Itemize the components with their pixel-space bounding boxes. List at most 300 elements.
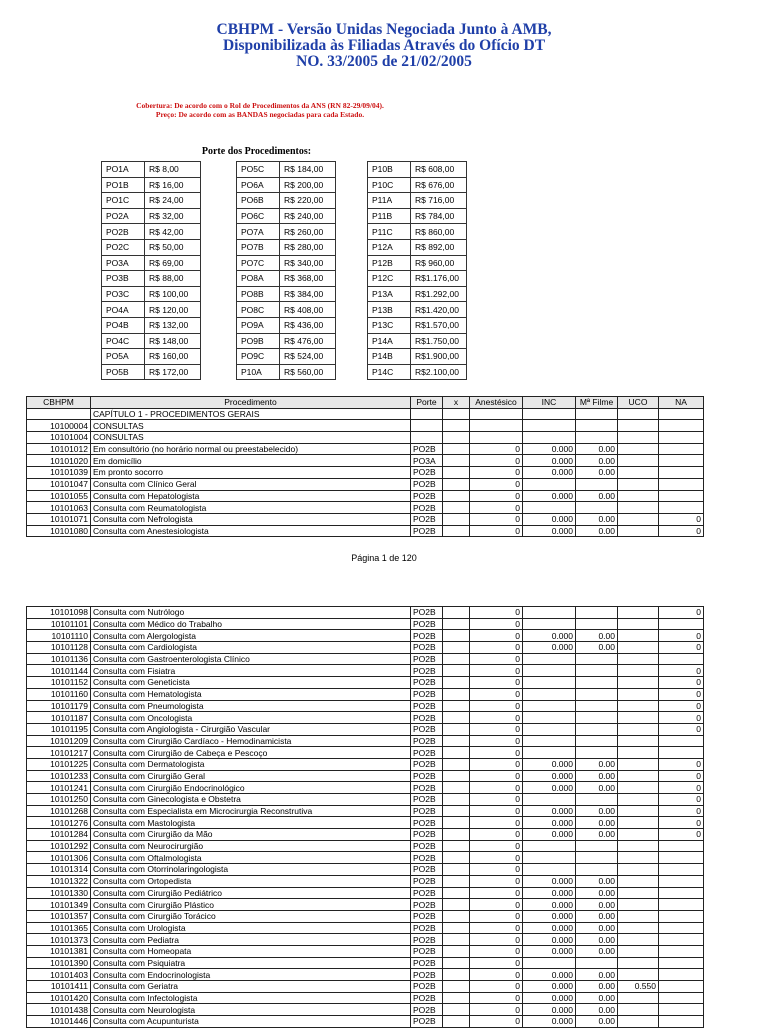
porte-value: R$ 560,00 — [280, 364, 336, 380]
anestesico-cell: 0 — [470, 443, 523, 455]
table-row — [27, 758, 704, 770]
na-cell — [659, 992, 704, 1004]
cbhpm-code: 10101047 — [27, 478, 91, 490]
porte-row — [102, 162, 201, 178]
uco-cell — [618, 432, 659, 444]
anestesico-cell: 0 — [470, 467, 523, 479]
porte-cell: PO2B — [411, 1016, 443, 1028]
anestesico-cell: 0 — [470, 747, 523, 759]
filme-cell: 0.00 — [576, 642, 618, 654]
porte-row — [237, 364, 336, 380]
porte-cell: PO2B — [411, 642, 443, 654]
table-row — [27, 887, 704, 899]
inc-cell — [523, 794, 576, 806]
anestesico-cell: 0 — [470, 712, 523, 724]
porte-row — [368, 349, 467, 365]
porte-code: PO2B — [102, 224, 145, 240]
cbhpm-code: 10101063 — [27, 502, 91, 514]
x-cell — [443, 910, 470, 922]
porte-value: R$ 172,00 — [145, 364, 201, 380]
porte-cell — [411, 420, 443, 432]
porte-value: R$ 384,00 — [280, 286, 336, 302]
porte-cell: PO2B — [411, 677, 443, 689]
procedure-name: Em domicílio — [91, 455, 411, 467]
table-row — [27, 805, 704, 817]
filme-cell: 0.00 — [576, 758, 618, 770]
porte-cell: PO2B — [411, 945, 443, 957]
x-cell — [443, 770, 470, 782]
procedure-name: Consulta com Gastroenterologista Clínico — [91, 653, 411, 665]
procedure-name: Consulta com Especialista em Microcirurgia Reconstrutiva — [91, 805, 411, 817]
table-row — [27, 408, 704, 420]
porte-value: R$ 368,00 — [280, 271, 336, 287]
filme-cell — [576, 794, 618, 806]
x-cell — [443, 875, 470, 887]
porte-row — [237, 177, 336, 193]
uco-cell — [618, 829, 659, 841]
na-cell — [659, 945, 704, 957]
porte-row — [368, 302, 467, 318]
procedure-name: Consulta com Médico do Trabalho — [91, 618, 411, 630]
filme-cell — [576, 864, 618, 876]
procedure-name: Consulta com Acupunturista — [91, 1016, 411, 1028]
procedure-name: Consulta com Cirurgião Endocrinológico — [91, 782, 411, 794]
cbhpm-code: 10101209 — [27, 735, 91, 747]
uco-cell — [618, 502, 659, 514]
porte-cell: PO2B — [411, 502, 443, 514]
procedure-name: CAPÍTULO 1 - PROCEDIMENTOS GERAIS — [91, 408, 411, 420]
title-line: Disponibilizada às Filiadas Através do Ofício DT — [222, 37, 546, 54]
anestesico-cell: 0 — [470, 688, 523, 700]
procedure-name: Consulta com Geneticista — [91, 677, 411, 689]
porte-value: R$ 676,00 — [411, 177, 467, 193]
uco-cell — [618, 864, 659, 876]
uco-cell — [618, 618, 659, 630]
cbhpm-code: 10101144 — [27, 665, 91, 677]
x-cell — [443, 642, 470, 654]
porte-code: P13C — [368, 317, 411, 333]
table-row — [27, 712, 704, 724]
procedure-name: CONSULTAS — [91, 432, 411, 444]
inc-cell — [523, 852, 576, 864]
cbhpm-code: 10101080 — [27, 525, 91, 537]
na-cell: 0 — [659, 723, 704, 735]
cbhpm-code: 10101381 — [27, 945, 91, 957]
na-cell: 0 — [659, 688, 704, 700]
anestesico-cell: 0 — [470, 782, 523, 794]
procedure-name: Consulta com Neurocirurgião — [91, 840, 411, 852]
porte-cell: PO2B — [411, 805, 443, 817]
na-cell — [659, 502, 704, 514]
porte-cell: PO2B — [411, 981, 443, 993]
porte-cell: PO2B — [411, 887, 443, 899]
porte-table — [236, 161, 336, 380]
porte-row — [237, 255, 336, 271]
procedure-name: Em consultório (no horário normal ou preestabelecido) — [91, 443, 411, 455]
porte-table — [367, 161, 467, 380]
procedure-name: Consulta com Clínico Geral — [91, 478, 411, 490]
porte-value: R$1.420,00 — [411, 302, 467, 318]
porte-row — [237, 193, 336, 209]
porte-row — [237, 302, 336, 318]
inc-cell: 0.000 — [523, 1016, 576, 1028]
procedure-name: Consulta com Cirurgião Pediátrico — [91, 887, 411, 899]
na-cell — [659, 899, 704, 911]
procedure-name: Consulta com Psiquiatra — [91, 957, 411, 969]
procedure-name: Consulta com Ginecologista e Obstetra — [91, 794, 411, 806]
na-cell — [659, 875, 704, 887]
porte-code: PO9B — [237, 333, 280, 349]
procedure-name: Consulta com Urologista — [91, 922, 411, 934]
procedures-table-continued — [26, 606, 704, 1028]
inc-cell: 0.000 — [523, 945, 576, 957]
porte-cell: PO2B — [411, 969, 443, 981]
procedure-name: Consulta com Cirurgião Torácico — [91, 910, 411, 922]
porte-value: R$ 476,00 — [280, 333, 336, 349]
na-cell — [659, 957, 704, 969]
porte-cell: PO2B — [411, 840, 443, 852]
filme-cell: 0.00 — [576, 875, 618, 887]
anestesico-cell: 0 — [470, 922, 523, 934]
inc-cell — [523, 618, 576, 630]
na-cell — [659, 618, 704, 630]
porte-code: PO4B — [102, 317, 145, 333]
procedure-name: Consulta com Hepatologista — [91, 490, 411, 502]
filme-cell: 0.00 — [576, 490, 618, 502]
x-cell — [443, 665, 470, 677]
anestesico-cell: 0 — [470, 945, 523, 957]
cbhpm-code: 10101136 — [27, 653, 91, 665]
na-cell — [659, 490, 704, 502]
na-cell — [659, 432, 704, 444]
porte-cell: PO2B — [411, 922, 443, 934]
porte-code: PO3B — [102, 271, 145, 287]
cbhpm-code: 10101020 — [27, 455, 91, 467]
inc-cell: 0.000 — [523, 455, 576, 467]
uco-cell — [618, 1016, 659, 1028]
porte-cell: PO2B — [411, 758, 443, 770]
table-row — [27, 443, 704, 455]
porte-code: PO7A — [237, 224, 280, 240]
na-cell — [659, 1004, 704, 1016]
table-row — [27, 782, 704, 794]
filme-cell — [576, 607, 618, 619]
anestesico-cell: 0 — [470, 910, 523, 922]
porte-value: R$ 280,00 — [280, 239, 336, 255]
filme-cell: 0.00 — [576, 829, 618, 841]
x-cell — [443, 747, 470, 759]
inc-cell — [523, 432, 576, 444]
table-row — [27, 688, 704, 700]
uco-cell — [618, 805, 659, 817]
inc-cell — [523, 653, 576, 665]
x-cell — [443, 490, 470, 502]
porte-row — [368, 317, 467, 333]
cbhpm-code: 10101098 — [27, 607, 91, 619]
na-cell: 0 — [659, 630, 704, 642]
column-header: x — [443, 397, 470, 409]
x-cell — [443, 467, 470, 479]
uco-cell — [618, 852, 659, 864]
uco-cell — [618, 992, 659, 1004]
table-row — [27, 735, 704, 747]
porte-value: R$ 50,00 — [145, 239, 201, 255]
inc-cell: 0.000 — [523, 910, 576, 922]
inc-cell — [523, 677, 576, 689]
anestesico-cell: 0 — [470, 665, 523, 677]
porte-value: R$ 892,00 — [411, 239, 467, 255]
porte-code: PO2C — [102, 239, 145, 255]
uco-cell — [618, 957, 659, 969]
anestesico-cell: 0 — [470, 887, 523, 899]
cbhpm-code: 10101403 — [27, 969, 91, 981]
porte-value: R$ 16,00 — [145, 177, 201, 193]
x-cell — [443, 513, 470, 525]
na-cell — [659, 852, 704, 864]
anestesico-cell: 0 — [470, 805, 523, 817]
table-row — [27, 723, 704, 735]
procedure-name: Consulta com Dermatologista — [91, 758, 411, 770]
uco-cell — [618, 455, 659, 467]
porte-code: P13A — [368, 286, 411, 302]
filme-cell: 0.00 — [576, 992, 618, 1004]
anestesico-cell: 0 — [470, 758, 523, 770]
table-row — [27, 642, 704, 654]
porte-cell: PO2B — [411, 770, 443, 782]
na-cell: 0 — [659, 770, 704, 782]
inc-cell: 0.000 — [523, 875, 576, 887]
procedure-name: Consulta com Cirurgião da Mão — [91, 829, 411, 841]
anestesico-cell — [470, 408, 523, 420]
column-header: Mª Filme — [576, 397, 618, 409]
x-cell — [443, 1004, 470, 1016]
filme-cell: 0.00 — [576, 782, 618, 794]
table-row — [27, 700, 704, 712]
na-cell: 0 — [659, 817, 704, 829]
porte-row — [368, 162, 467, 178]
procedure-name: Consulta com Nefrologista — [91, 513, 411, 525]
porte-value: R$ 32,00 — [145, 208, 201, 224]
anestesico-cell — [470, 432, 523, 444]
x-cell — [443, 782, 470, 794]
table-row — [27, 420, 704, 432]
uco-cell — [618, 408, 659, 420]
inc-cell: 0.000 — [523, 887, 576, 899]
porte-value: R$1.750,00 — [411, 333, 467, 349]
na-cell — [659, 478, 704, 490]
table-row — [27, 630, 704, 642]
x-cell — [443, 408, 470, 420]
uco-cell — [618, 642, 659, 654]
cbhpm-code: 10101004 — [27, 432, 91, 444]
table-row — [27, 467, 704, 479]
table-row — [27, 525, 704, 537]
porte-code: PO5A — [102, 349, 145, 365]
filme-cell — [576, 723, 618, 735]
cbhpm-code: 10101241 — [27, 782, 91, 794]
filme-cell: 0.00 — [576, 467, 618, 479]
inc-cell: 0.000 — [523, 782, 576, 794]
cbhpm-code: 10101306 — [27, 852, 91, 864]
porte-cell: PO2B — [411, 513, 443, 525]
anestesico-cell: 0 — [470, 770, 523, 782]
porte-cell: PO2B — [411, 630, 443, 642]
table-row — [27, 957, 704, 969]
uco-cell — [618, 1004, 659, 1016]
na-cell — [659, 467, 704, 479]
porte-cell — [411, 408, 443, 420]
inc-cell: 0.000 — [523, 525, 576, 537]
coverage-note: Cobertura: De acordo com o Rol de Procedimentos da ANS (RN 82-29/09/04). — [136, 101, 384, 110]
x-cell — [443, 899, 470, 911]
x-cell — [443, 653, 470, 665]
table-row — [27, 875, 704, 887]
cbhpm-code: 10101128 — [27, 642, 91, 654]
filme-cell — [576, 677, 618, 689]
x-cell — [443, 864, 470, 876]
anestesico-cell: 0 — [470, 478, 523, 490]
uco-cell — [618, 770, 659, 782]
porte-row — [237, 224, 336, 240]
procedure-name: Consulta com Pneumologista — [91, 700, 411, 712]
porte-cell: PO2B — [411, 829, 443, 841]
porte-cell: PO2B — [411, 467, 443, 479]
cbhpm-code: 10101225 — [27, 758, 91, 770]
porte-table — [101, 161, 201, 380]
procedure-name: Consulta com Nutrólogo — [91, 607, 411, 619]
porte-row — [237, 286, 336, 302]
uco-cell — [618, 513, 659, 525]
filme-cell: 0.00 — [576, 1004, 618, 1016]
x-cell — [443, 618, 470, 630]
uco-cell — [618, 934, 659, 946]
uco-cell — [618, 653, 659, 665]
porte-value: R$ 42,00 — [145, 224, 201, 240]
table-row — [27, 618, 704, 630]
porte-title: Porte dos Procedimentos: — [201, 146, 312, 157]
table-row — [27, 945, 704, 957]
anestesico-cell: 0 — [470, 840, 523, 852]
inc-cell: 0.000 — [523, 490, 576, 502]
anestesico-cell: 0 — [470, 957, 523, 969]
x-cell — [443, 735, 470, 747]
uco-cell — [618, 758, 659, 770]
porte-code: P10B — [368, 162, 411, 178]
price-note: Preço: De acordo com as BANDAS negociadas para cada Estado. — [155, 110, 365, 119]
filme-cell: 0.00 — [576, 455, 618, 467]
table-row — [27, 981, 704, 993]
procedure-name: Consulta com Cirurgião de Cabeça e Pescoço — [91, 747, 411, 759]
uco-cell — [618, 794, 659, 806]
porte-cell: PO2B — [411, 817, 443, 829]
cbhpm-code: 10101071 — [27, 513, 91, 525]
inc-cell: 0.000 — [523, 817, 576, 829]
porte-code: P10C — [368, 177, 411, 193]
na-cell: 0 — [659, 794, 704, 806]
procedure-name: Consulta com Angiologista - Cirurgião Vascular — [91, 723, 411, 735]
filme-cell — [576, 700, 618, 712]
cbhpm-code: 10101187 — [27, 712, 91, 724]
table-row — [27, 432, 704, 444]
filme-cell: 0.00 — [576, 770, 618, 782]
na-cell: 0 — [659, 525, 704, 537]
porte-value: R$ 408,00 — [280, 302, 336, 318]
x-cell — [443, 805, 470, 817]
porte-row — [368, 286, 467, 302]
column-header: NA — [659, 397, 704, 409]
cbhpm-code: 10101110 — [27, 630, 91, 642]
na-cell — [659, 1016, 704, 1028]
cbhpm-code: 10101160 — [27, 688, 91, 700]
inc-cell — [523, 723, 576, 735]
porte-row — [102, 255, 201, 271]
porte-cell: PO2B — [411, 852, 443, 864]
x-cell — [443, 794, 470, 806]
anestesico-cell: 0 — [470, 642, 523, 654]
porte-row — [102, 302, 201, 318]
anestesico-cell: 0 — [470, 852, 523, 864]
uco-cell — [618, 747, 659, 759]
filme-cell — [576, 852, 618, 864]
inc-cell: 0.000 — [523, 829, 576, 841]
cbhpm-code: 10101365 — [27, 922, 91, 934]
porte-row — [102, 286, 201, 302]
x-cell — [443, 502, 470, 514]
porte-cell: PO2B — [411, 875, 443, 887]
na-cell: 0 — [659, 758, 704, 770]
porte-value: R$ 960,00 — [411, 255, 467, 271]
na-cell — [659, 910, 704, 922]
na-cell — [659, 747, 704, 759]
x-cell — [443, 992, 470, 1004]
filme-cell: 0.00 — [576, 805, 618, 817]
porte-cell: PO2B — [411, 735, 443, 747]
document-title — [0, 22, 768, 70]
porte-code: P12A — [368, 239, 411, 255]
table-row — [27, 992, 704, 1004]
procedure-name: Em pronto socorro — [91, 467, 411, 479]
porte-value: R$ 240,00 — [280, 208, 336, 224]
uco-cell — [618, 677, 659, 689]
procedure-name: Consulta com Cardiologista — [91, 642, 411, 654]
porte-code: P14C — [368, 364, 411, 380]
procedure-name: Consulta com Reumatologista — [91, 502, 411, 514]
porte-cell: PO2B — [411, 957, 443, 969]
x-cell — [443, 887, 470, 899]
cbhpm-code: 10101268 — [27, 805, 91, 817]
porte-row — [368, 333, 467, 349]
inc-cell — [523, 478, 576, 490]
porte-row — [368, 364, 467, 380]
porte-row — [237, 271, 336, 287]
filme-cell: 0.00 — [576, 969, 618, 981]
anestesico-cell: 0 — [470, 700, 523, 712]
x-cell — [443, 688, 470, 700]
anestesico-cell: 0 — [470, 794, 523, 806]
porte-row — [368, 271, 467, 287]
filme-cell — [576, 688, 618, 700]
table-row — [27, 747, 704, 759]
anestesico-cell: 0 — [470, 817, 523, 829]
na-cell — [659, 969, 704, 981]
page-number: Página 1 de 120 — [351, 553, 417, 563]
inc-cell: 0.000 — [523, 992, 576, 1004]
coverage-notes — [0, 101, 520, 119]
porte-cell: PO3A — [411, 455, 443, 467]
uco-cell — [618, 899, 659, 911]
cbhpm-code: 10101195 — [27, 723, 91, 735]
na-cell — [659, 887, 704, 899]
